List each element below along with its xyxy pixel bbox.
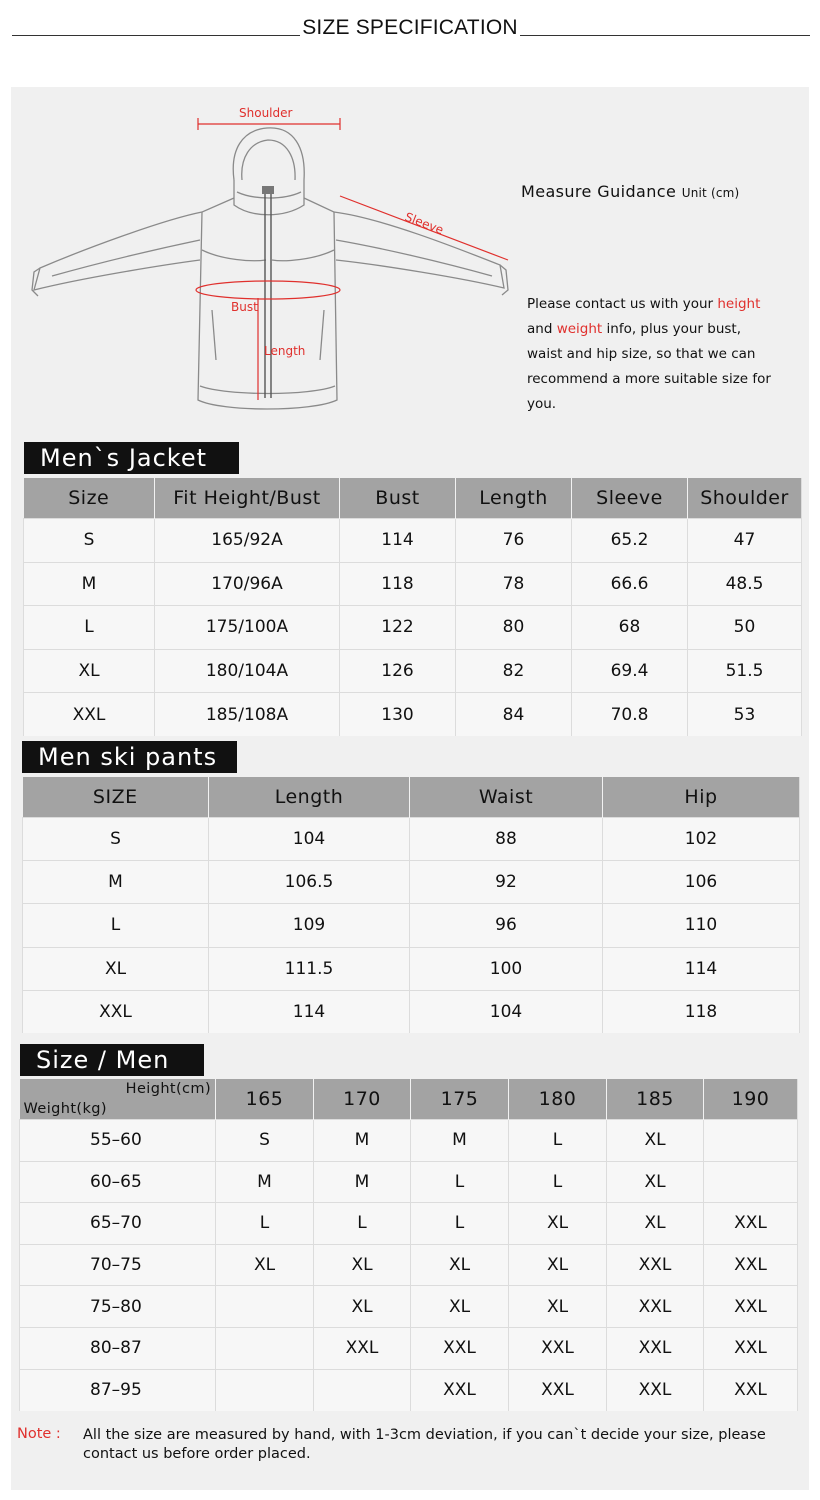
jacket-cell: 50 (688, 606, 802, 650)
jacket-cell: 114 (340, 519, 456, 563)
jacket-cell: 70.8 (572, 693, 688, 737)
jacket-cell: M (24, 562, 155, 606)
jacket-cell: S (24, 519, 155, 563)
pants-cell: 114 (209, 990, 410, 1033)
jacket-cell: 48.5 (688, 562, 802, 606)
bust-label: Bust (231, 300, 258, 314)
jacket-cell: 165/92A (155, 519, 340, 563)
size-cell: XL (509, 1203, 607, 1245)
size-cell: XXL (607, 1286, 704, 1328)
pants-cell: XL (23, 947, 209, 990)
size-cell: M (216, 1161, 314, 1203)
pants-cell: M (23, 861, 209, 904)
bust-measure-ellipse (196, 281, 340, 299)
jacket-section-label: Men`s Jacket (24, 442, 239, 474)
height-header-cell: 185 (607, 1079, 704, 1120)
size-cell: XXL (704, 1244, 798, 1286)
pants-cell: 118 (603, 990, 800, 1033)
pants-section-label: Men ski pants (22, 741, 237, 773)
table-row (23, 990, 800, 1033)
jacket-cell: 69.4 (572, 649, 688, 693)
guidance-title: Measure Guidance (521, 182, 677, 201)
pants-cell: 114 (603, 947, 800, 990)
jacket-cell: 51.5 (688, 649, 802, 693)
jacket-cell: 170/96A (155, 562, 340, 606)
height-weight-corner (20, 1079, 216, 1120)
size-cell: L (411, 1161, 509, 1203)
jacket-size-table (23, 478, 802, 736)
jacket-cell: 66.6 (572, 562, 688, 606)
table-row (23, 947, 800, 990)
pants-cell: 88 (410, 818, 603, 861)
pants-cell: 106.5 (209, 861, 410, 904)
jacket-cell: 76 (456, 519, 572, 563)
chest-seam-left (202, 250, 266, 261)
jacket-cell: 84 (456, 693, 572, 737)
pants-cell: XXL (23, 990, 209, 1033)
size-cell: XXL (509, 1369, 607, 1411)
pants-header-cell: Waist (410, 777, 603, 818)
height-header-cell: 180 (509, 1079, 607, 1120)
size-cell: XXL (607, 1327, 704, 1369)
size-cell: XL (411, 1286, 509, 1328)
table-row (20, 1369, 798, 1411)
jacket-header-cell: Shoulder (688, 478, 802, 519)
table-row (23, 818, 800, 861)
measure-guidance (521, 182, 739, 201)
height-axis-label: Height(cm) (125, 1081, 211, 1097)
table-row (23, 861, 800, 904)
weight-range-cell: 75–80 (20, 1286, 216, 1328)
hem-band (200, 386, 335, 394)
size-cell: XXL (704, 1327, 798, 1369)
table-row (24, 606, 802, 650)
size-cell: L (509, 1161, 607, 1203)
note-text: All the size are measured by hand, with 1-3cm deviation, if you can`t decide your size, please contact us before order placed. (83, 1427, 766, 1462)
height-highlight: height (717, 296, 761, 312)
page-title: SIZE SPECIFICATION (302, 16, 518, 39)
size-cell: XXL (314, 1327, 411, 1369)
size-cell: XXL (509, 1327, 607, 1369)
pants-cell: 106 (603, 861, 800, 904)
hood-outline (233, 128, 304, 180)
jacket-cell: 65.2 (572, 519, 688, 563)
size-cell: XXL (411, 1369, 509, 1411)
weight-range-cell: 80–87 (20, 1327, 216, 1369)
table-row (20, 1203, 798, 1245)
left-pocket (212, 310, 216, 360)
jacket-cell: XXL (24, 693, 155, 737)
table-row (20, 1244, 798, 1286)
table-row (24, 649, 802, 693)
height-header-cell: 175 (411, 1079, 509, 1120)
size-cell: L (216, 1203, 314, 1245)
left-sleeve-seam (52, 240, 200, 276)
size-cell: XL (314, 1244, 411, 1286)
size-cell: XL (509, 1286, 607, 1328)
jacket-cell: 53 (688, 693, 802, 737)
table-row (24, 693, 802, 737)
weight-range-cell: 87–95 (20, 1369, 216, 1411)
table-row (20, 1120, 798, 1162)
size-cell: L (314, 1203, 411, 1245)
size-cell (704, 1120, 798, 1162)
jacket-cell: 118 (340, 562, 456, 606)
height-weight-size-table (19, 1079, 798, 1411)
size-cell (314, 1369, 411, 1411)
weight-range-cell: 55–60 (20, 1120, 216, 1162)
size-cell: XL (607, 1161, 704, 1203)
note-label: Note : (17, 1426, 61, 1442)
size-cell: XL (216, 1244, 314, 1286)
jacket-header-cell: Sleeve (572, 478, 688, 519)
jacket-header-cell: Length (456, 478, 572, 519)
size-cell: XXL (607, 1369, 704, 1411)
size-cell: XXL (704, 1203, 798, 1245)
chest-seam-right (272, 250, 334, 261)
size-men-section-label: Size / Men (20, 1044, 204, 1076)
table-row (20, 1161, 798, 1203)
jacket-header-cell: Size (24, 478, 155, 519)
jacket-cell: 80 (456, 606, 572, 650)
pants-header-cell: Hip (603, 777, 800, 818)
size-cell: M (314, 1120, 411, 1162)
size-cell: XL (607, 1203, 704, 1245)
jacket-cell: 126 (340, 649, 456, 693)
jacket-cell: 175/100A (155, 606, 340, 650)
jacket-cell: 82 (456, 649, 572, 693)
guidance-unit: Unit (cm) (681, 186, 740, 200)
pants-cell: 109 (209, 904, 410, 947)
weight-highlight: weight (556, 321, 603, 337)
pants-cell: 104 (410, 990, 603, 1033)
size-cell: XXL (704, 1369, 798, 1411)
size-cell: L (411, 1203, 509, 1245)
height-header-cell: 190 (704, 1079, 798, 1120)
jacket-cell: L (24, 606, 155, 650)
contact-note: Please contact us with your height and weight info, plus your bust, waist and hip size, so that we can recommend a more suitable size for you. (527, 296, 771, 412)
jacket-cell: XL (24, 649, 155, 693)
pants-cell: S (23, 818, 209, 861)
pants-header-cell: SIZE (23, 777, 209, 818)
weight-range-cell: 65–70 (20, 1203, 216, 1245)
size-cell: XL (607, 1120, 704, 1162)
right-pocket (320, 310, 324, 360)
jacket-cell: 122 (340, 606, 456, 650)
size-cell: XL (314, 1286, 411, 1328)
weight-range-cell: 60–65 (20, 1161, 216, 1203)
table-row (23, 904, 800, 947)
size-cell: S (216, 1120, 314, 1162)
pants-cell: 96 (410, 904, 603, 947)
jacket-cell: 68 (572, 606, 688, 650)
table-row (24, 519, 802, 563)
size-cell: XL (411, 1244, 509, 1286)
table-row (24, 562, 802, 606)
size-cell: M (411, 1120, 509, 1162)
pants-size-table (22, 777, 800, 1033)
jacket-cell: 78 (456, 562, 572, 606)
jacket-header-cell: Bust (340, 478, 456, 519)
size-cell: L (509, 1120, 607, 1162)
pants-cell: 92 (410, 861, 603, 904)
size-cell (216, 1327, 314, 1369)
jacket-diagram (22, 100, 522, 430)
pants-cell: L (23, 904, 209, 947)
size-cell (216, 1369, 314, 1411)
body-outline (198, 198, 337, 409)
zipper-pull (262, 186, 274, 194)
size-cell: M (314, 1161, 411, 1203)
pants-cell: 102 (603, 818, 800, 861)
sleeve-label: Sleeve (402, 209, 446, 238)
jacket-cell: 180/104A (155, 649, 340, 693)
size-cell (704, 1161, 798, 1203)
jacket-cell: 130 (340, 693, 456, 737)
shoulder-label: Shoulder (239, 106, 293, 120)
size-cell (216, 1286, 314, 1328)
table-row (20, 1327, 798, 1369)
hood-inner (242, 140, 295, 180)
pants-header-cell: Length (209, 777, 410, 818)
size-cell: XXL (411, 1327, 509, 1369)
jacket-cell: 47 (688, 519, 802, 563)
height-header-cell: 170 (314, 1079, 411, 1120)
size-cell: XXL (704, 1286, 798, 1328)
size-cell: XL (509, 1244, 607, 1286)
left-sleeve (34, 212, 202, 290)
pants-cell: 104 (209, 818, 410, 861)
height-header-cell: 165 (216, 1079, 314, 1120)
jacket-header-cell: Fit Height/Bust (155, 478, 340, 519)
weight-axis-label: Weight(kg) (23, 1101, 107, 1117)
table-row (20, 1286, 798, 1328)
weight-range-cell: 70–75 (20, 1244, 216, 1286)
length-label: Length (264, 344, 306, 358)
pants-cell: 100 (410, 947, 603, 990)
jacket-cell: 185/108A (155, 693, 340, 737)
pants-cell: 110 (603, 904, 800, 947)
pants-cell: 111.5 (209, 947, 410, 990)
size-cell: XXL (607, 1244, 704, 1286)
